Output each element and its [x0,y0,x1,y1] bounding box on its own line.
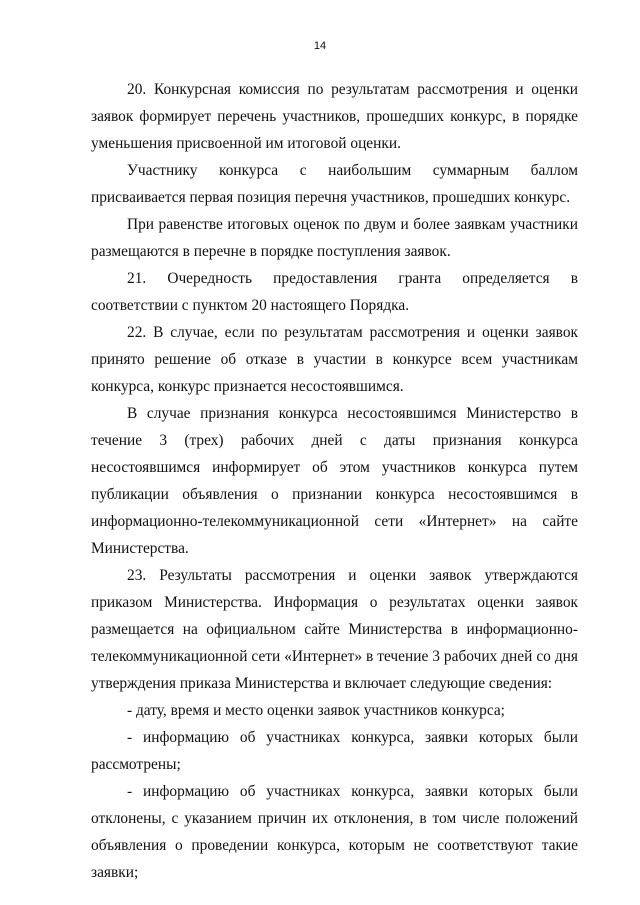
list-item-date: - дату, время и место оценки заявок участников конкурса; [127,702,505,719]
document-body [91,76,578,886]
paragraph-20-equal-scores: При равенстве итоговых оценок по двум и более заявкам участники размещаются в перечне в порядке поступления заявок. [91,216,578,260]
paragraph-22: 22. В случае, если по результатам рассмотрения и оценки заявок принято решение об отказе в участии в конкурсе всем участникам конкурса, конкурс признается несостоявшимся. [91,324,578,395]
paragraph-21: 21. Очередность предоставления гранта определяется в соответствии с пунктом 20 настоящего Порядка. [91,270,578,314]
list-item-rejected: - информацию об участниках конкурса, заявки которых были отклонены, с указанием причин их отклонения, в том числе положений объявления о проведении конкурса, которым не соответствуют такие заявки; [91,783,578,881]
paragraph-20: 20. Конкурсная комиссия по результатам рассмотрения и оценки заявок формирует перечень участников, прошедших конкурс, в порядке уменьшения присвоенной им итоговой оценки. [91,81,578,152]
paragraph-20-top-score: Участнику конкурса с наибольшим суммарным баллом присваивается первая позиция перечня участников, прошедших конкурс. [91,162,578,206]
paragraph-22-failed: В случае признания конкурса несостоявшимся Министерство в течение 3 (трех) рабочих дней с даты признания конкурса несостоявшимся информирует об этом участников конкурса путем публикации объявления о признании конкурса несостоявшимся в информационно-телекоммуникационной сети «Интернет» на сайте Министерства. [91,405,578,557]
page-number: 14 [313,40,327,52]
list-item-reviewed: - информацию об участниках конкурса, заявки которых были рассмотрены; [91,729,578,773]
paragraph-23: 23. Результаты рассмотрения и оценки заявок утверждаются приказом Министерства. Информация о результатах оценки заявок размещается на официальном сайте Министерства в информационно-телекоммуникационной сети «Интернет» в течение 3 рабочих дней со дня утверждения приказа Министерства и включает следующие сведения: [91,567,578,692]
